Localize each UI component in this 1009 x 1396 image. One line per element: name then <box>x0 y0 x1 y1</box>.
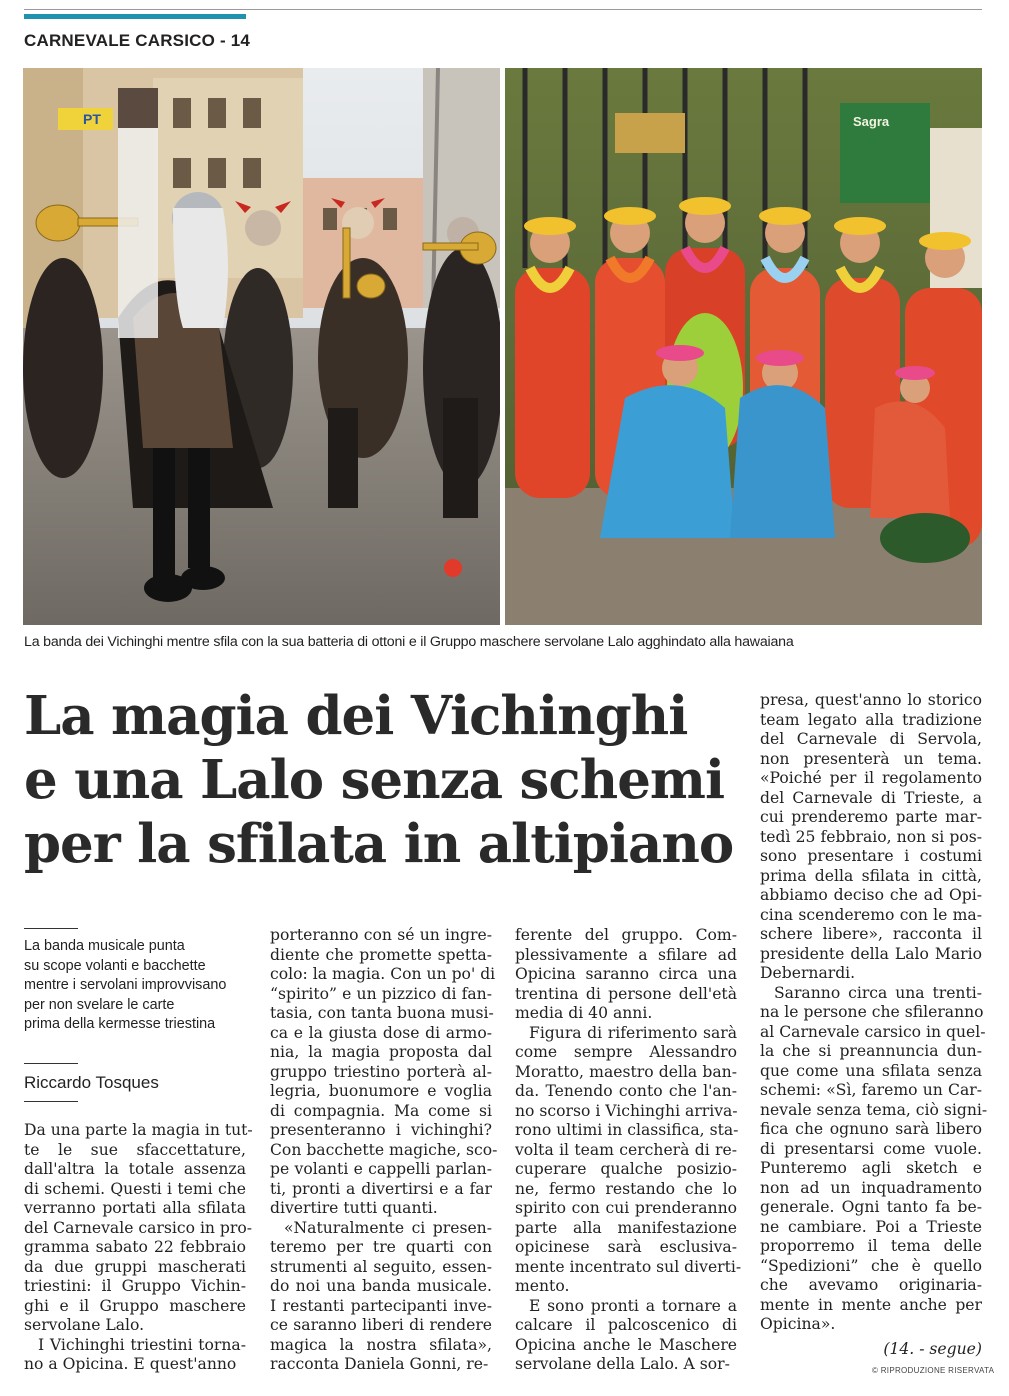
summary-line: su scope volanti e bacchette <box>24 957 206 974</box>
article-line: “Spedizioni” che è quello <box>760 1256 982 1275</box>
article-line: da. Tenendo conto che l'an- <box>515 1082 737 1100</box>
photo-caption: La banda dei Vichinghi mentre sfila con la sua batteria di ottoni e il Gruppo maschere servolane Lalo agghindato alla hawaiana <box>24 634 794 650</box>
article-line: trentina di persone dell'età <box>515 984 737 1003</box>
article-line: triestini: il Gruppo Vichin- <box>24 1277 246 1295</box>
article-line: te le sue sfaccettature, <box>24 1140 246 1159</box>
copyright-notice: © RIPRODUZIONE RISERVATA <box>872 1366 995 1375</box>
article-line: media di 40 anni. <box>515 1004 653 1022</box>
article-line: na le persone che sfileranno <box>760 1003 984 1021</box>
article-line: pe volanti e cappelli parlan- <box>270 1160 492 1178</box>
article-line: generale. Ogni tanto fa be- <box>760 1198 982 1216</box>
article-column-4 <box>760 691 988 1359</box>
article-line: fica che ognuno sarà libero <box>760 1120 982 1138</box>
article-line: non ad un inquadramento <box>760 1178 982 1197</box>
article-line: cui prenderemo parte mar- <box>760 808 982 826</box>
article-line: plessivamente a sfilare ad <box>515 945 737 964</box>
article-line: ce saranno liberi di rendere <box>270 1316 492 1334</box>
article-line: diente che promette spetta- <box>270 945 492 964</box>
article-line: del Carnevale di Servola, <box>760 730 982 748</box>
byline-rule-top <box>24 1063 78 1064</box>
article-line: cina scenderemo con le ma- <box>760 905 982 924</box>
article-line: servolane Lalo. <box>24 1316 145 1334</box>
sagra-sign: Sagra <box>853 114 890 129</box>
article-line: del Carnevale di Trieste, a <box>760 788 982 807</box>
article-column-1 <box>24 1121 253 1375</box>
summary-line: La banda musicale punta <box>24 938 185 954</box>
article-line: non presenterà un tema. <box>760 749 982 768</box>
article-line: presa, quest'anno lo storico <box>760 691 982 709</box>
article-line: mente incentrato sul diverti- <box>515 1257 742 1276</box>
article-line: come sempre Alessandro <box>515 1043 737 1061</box>
article-line: «Naturalmente ci presen- <box>284 1218 492 1237</box>
article-line: Figura di riferimento sarà <box>529 1023 737 1042</box>
article-line: I restanti partecipanti inve- <box>270 1296 492 1315</box>
article-line: che avevamo originaria- <box>760 1276 982 1294</box>
article-line: tasia, con tanta buona musi- <box>270 1004 494 1022</box>
article-line: ne, fermo restando che lo <box>515 1179 737 1198</box>
article-line: no a Opicina. E quest'anno <box>24 1355 237 1373</box>
article-line: servolane della Lalo. A sor- <box>515 1355 730 1373</box>
headline <box>24 684 734 876</box>
article-line: teremo per tre quarti con <box>270 1238 492 1256</box>
article-line: magica la nostra sfilata», <box>270 1335 492 1354</box>
article-line: presidente della Lalo Mario <box>760 944 982 963</box>
article-line: divertire tutti quanti. <box>270 1199 438 1217</box>
article-line: spirito con cui prenderanno <box>515 1199 737 1217</box>
article-line: verranno portati alla sfilata <box>24 1199 246 1217</box>
article-line: del Carnevale carsico in pro- <box>24 1218 253 1237</box>
photo-vikings-band <box>23 68 500 625</box>
article-line: legria, buonumore e voglia <box>270 1082 492 1100</box>
article-line: nevale senza tema, ciò signi- <box>760 1100 988 1119</box>
article-line: Opicina saranno circa una <box>515 965 737 983</box>
article-line: “spirito” e un pizzico di fan- <box>270 984 492 1003</box>
article-line: ca e la giusta dose di armo- <box>270 1023 492 1042</box>
article-line: proporremo il tema delle <box>760 1237 982 1255</box>
section-accent-bar <box>24 14 246 19</box>
article-line: mento. <box>515 1277 570 1295</box>
top-rule <box>24 9 982 10</box>
article-line: di schemi. Questi i temi che <box>24 1179 246 1198</box>
article-line: ghi e il Gruppo maschere <box>24 1296 246 1315</box>
summary-line: per non svelare le carte <box>24 996 175 1013</box>
article-line: E sono pronti a tornare a <box>529 1296 737 1315</box>
article-column-2 <box>270 926 498 1375</box>
article-line: cuperare qualche posizio- <box>515 1160 737 1178</box>
article-line: sono presentare i costumi <box>760 847 982 865</box>
section-label: CARNEVALE CARSICO - 14 <box>24 31 251 50</box>
article-line: parte alla manifestazione <box>515 1218 737 1237</box>
article-line: porteranno con sé un ingre- <box>270 926 492 944</box>
article-column-3 <box>515 926 742 1375</box>
article-line: al Carnevale carsico in quel- <box>760 1022 986 1041</box>
article-line: la che si preannuncia dun- <box>760 1042 982 1060</box>
summary <box>24 937 252 1035</box>
headline-line: e una Lalo senza schemi <box>24 749 725 811</box>
article-line: Da una parte la magia in tut- <box>24 1121 253 1139</box>
article-line: team legato alla tradizione <box>760 710 982 729</box>
article-line: ti, pronti a divertirsi e a far <box>270 1179 492 1198</box>
article-line: di presentarsi come vuole. <box>760 1139 982 1158</box>
article-line: schere libere», racconta il <box>760 925 982 943</box>
article-line: racconta Daniela Gonni, re- <box>270 1355 489 1373</box>
article-line: volta il team cercherà di re- <box>515 1140 737 1159</box>
article-line: mente in mente anche per <box>760 1295 982 1314</box>
article-line: Punteremo agli sketch e <box>760 1159 982 1177</box>
article-line: gramma sabato 22 febbraio <box>24 1238 246 1256</box>
article-line: Opicina». <box>760 1315 836 1333</box>
summary-rule <box>24 928 78 929</box>
article-line: I Vichinghi triestini torna- <box>38 1335 246 1354</box>
article-line: di compagnia. Ma come si <box>270 1101 492 1120</box>
article-line: Opicina anche le Maschere <box>515 1335 737 1354</box>
article-line: Saranno circa una trenti- <box>774 983 982 1002</box>
headline-line: La magia dei Vichinghi <box>24 685 688 747</box>
article-line: rono ultimi in classifica, sta- <box>515 1121 739 1139</box>
article-line: colo: la magia. Con un po' di <box>270 965 496 983</box>
byline: Riccardo Tosques <box>24 1073 159 1092</box>
continued-marker: (14. - segue) <box>883 1339 982 1358</box>
article-line: schemi: «Sì, faremo un Car- <box>760 1081 982 1099</box>
article-line: da due gruppi mascherati <box>24 1257 246 1276</box>
article-line: no scorso i Vichinghi arriva- <box>515 1101 738 1120</box>
article-line: tedì 25 febbraio, non si pos- <box>760 827 982 846</box>
article-line: strumenti al seguito, essen- <box>270 1257 492 1276</box>
article-line: que come una sfilata senza <box>760 1061 982 1080</box>
article-line: presenteranno i vichinghi? <box>270 1121 492 1139</box>
article-line: calcare il palcoscenico di <box>515 1316 737 1334</box>
summary-line: mentre i servolani improvvisano <box>24 977 227 993</box>
article-line: do noi una banda musicale. <box>270 1277 492 1295</box>
article-line: opicinese sarà esclusiva- <box>515 1238 737 1256</box>
headline-line: per la sfilata in altipiano <box>24 813 734 875</box>
summary-line: prima della kermesse triestina <box>24 1016 216 1032</box>
byline-rule-bottom <box>24 1101 78 1102</box>
article-line: ferente del gruppo. Com- <box>515 926 737 944</box>
article-line: nia, la magia proposta dal <box>270 1043 492 1061</box>
article-line: Moratto, maestro della ban- <box>515 1062 737 1081</box>
article-line: abbiamo deciso che ad Opi- <box>760 886 982 904</box>
article-line: «Poiché per il regolamento <box>760 769 982 787</box>
article-line: Con bacchette magiche, sco- <box>270 1140 498 1159</box>
article-line: Debernardi. <box>760 964 856 982</box>
photo-lalo-hawaiian-group <box>505 68 982 625</box>
pt-sign: PT <box>83 111 101 127</box>
article-line: ne cambiare. Poi a Trieste <box>760 1217 982 1236</box>
article-line: dall'altra la totale assenza <box>24 1160 246 1178</box>
article-line: prima della sfilata in città, <box>760 866 982 885</box>
article-line: gruppo triestino porterà al- <box>270 1062 492 1081</box>
